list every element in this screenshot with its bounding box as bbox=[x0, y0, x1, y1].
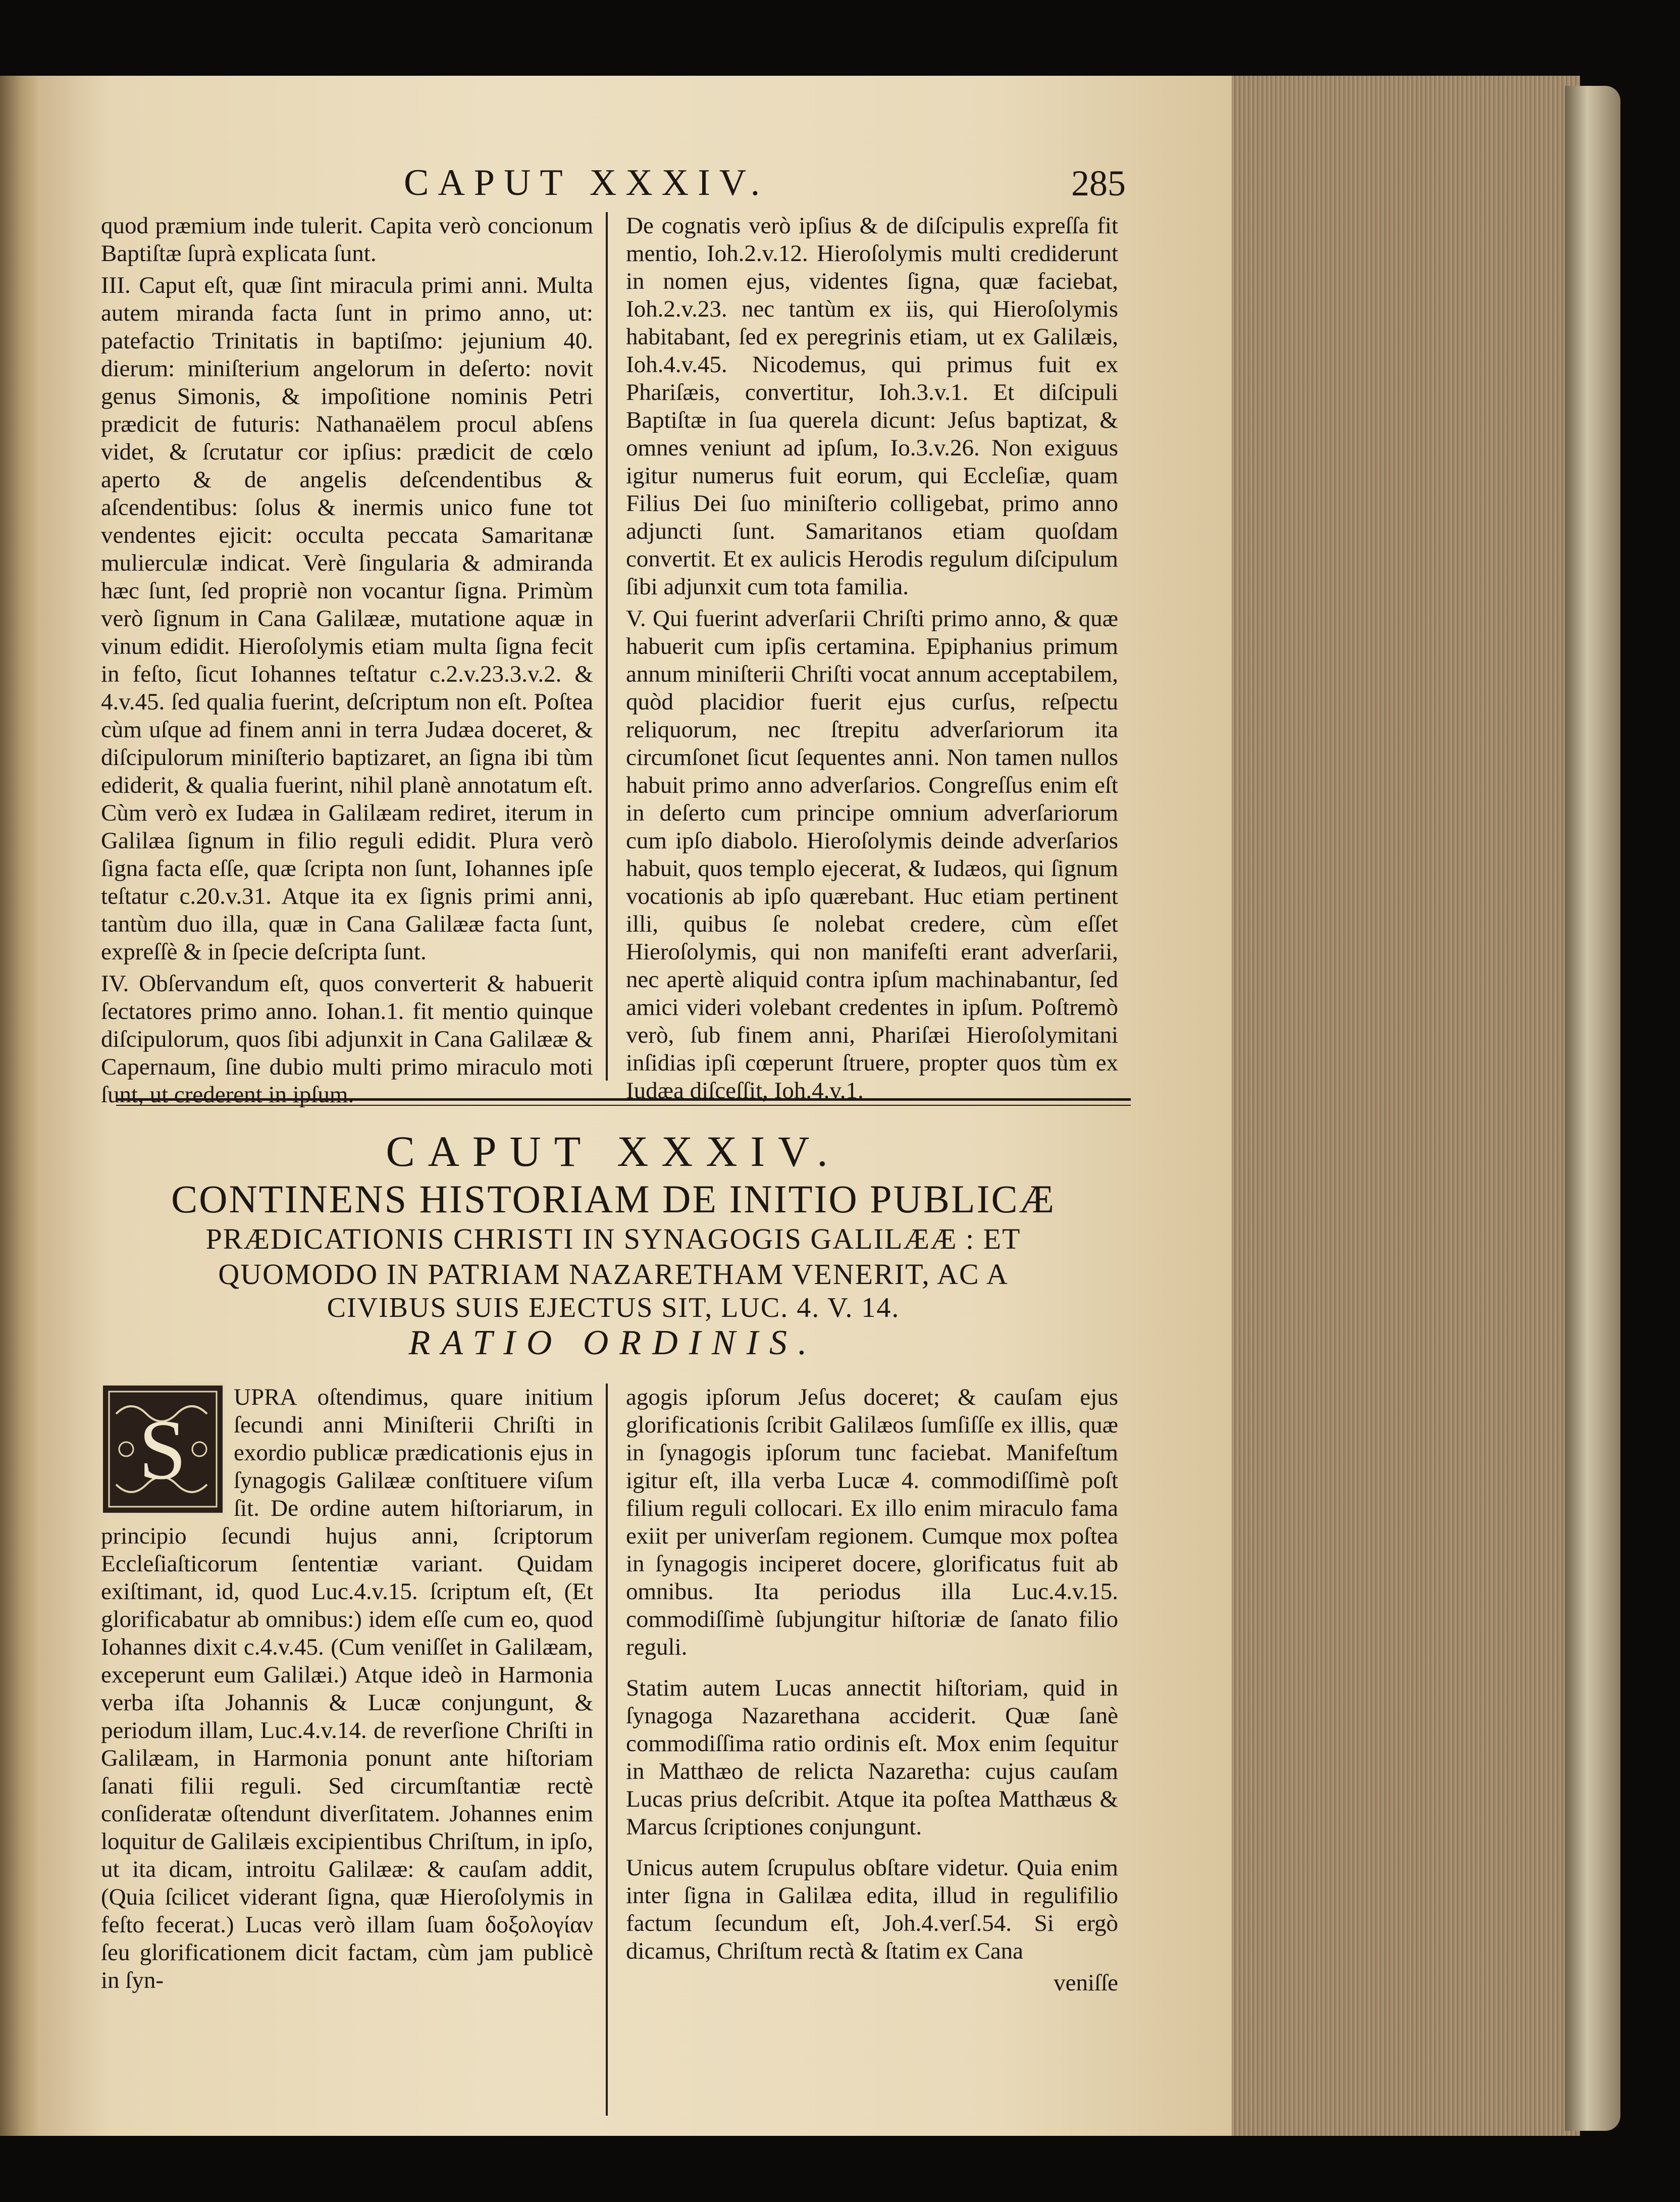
drop-cap-letter: S bbox=[138, 1402, 187, 1497]
book-fore-edge bbox=[1232, 76, 1580, 2136]
decorated-initial bbox=[101, 1384, 225, 1515]
chapter-subtitle: QUOMODO IN PATRIAM NAZARETHAM VENERIT, AC A bbox=[218, 1258, 1009, 1291]
column-divider bbox=[606, 212, 608, 1081]
paragraph: Unicus autem ſcrupulus obſtare videtur. Quia enim inter ſigna in Galilæa edita, illud in regulifilio factum ſecundum eſt, Joh.4.verſ.54. Si ergò dicamus, Chriſtum rectà & ſtatim ex Cana bbox=[626, 1855, 1118, 1964]
paragraph: III. Caput eſt, quæ ſint miracula primi anni. Multa autem miranda facta ſunt in primo anno, ut: patefactio Trinitatis in baptiſmo: jejunium 40. dierum: miniſterium angelorum in deſerto: novit genus Simonis, & impoſitione nominis Petri prædicit de futuris: Nathanaëlem procul abſens videt, & ſcrutatur cor ipſius: prædicit de cœlo aperto & de angelis deſcendentibus & aſcendentibus: ſolus & inermis unico fune tot vendentes ejicit: occulta peccata Samaritanæ mulierculæ indicat. Verè ſingularia & admiranda hæc ſunt, ſed propriè non vocantur ſigna. Primùm verò ſignum in Cana Galilææ, mutatione aquæ in vinum edidit. Hieroſolymis etiam multa ſigna fecit in feſto, ſicut Iohannes teſtatur c.2.v.23.3.v.2. & 4.v.45. ſed qualia fuerint, deſcriptum non eſt. Poſtea cùm uſque ad finem anni in terra Judæa doceret, & diſcipulorum miniſterio baptizaret, an ſigna ibi tùm ediderit, & qualia fuerint, nihil planè annotatum eſt. Cùm verò ex Iudæa in Galilæam rediret, iterum in Galilæa ſignum in filio reguli edidit. Plura verò ſigna facta eſſe, quæ ſcripta non ſunt, Iohannes ipſe teſtatur c.20.v.31. Atque ita ex ſignis primi anni, tantùm duo illa, quæ in Cana Galilææ facta ſunt, expreſſè & in ſpecie deſcripta ſunt. bbox=[101, 272, 593, 965]
paragraph: quod præmium inde tulerit. Capita verò concionum Baptiſtæ ſuprà explicata ſunt. bbox=[101, 213, 593, 267]
paragraph: agogis ipſorum Jeſus doceret; & cauſam ejus glorificationis ſcribit Galilæos ſumſiſſe ex illis, quæ in ſynagogis ipſorum tunc faciebat. Manifeſtum igitur eſt, illa verba Lucæ 4. commodiſſimè poſt filium reguli collocari. Ex illo enim miraculo fama exiit per univerſam regionem. Cumque mox poſtea in ſynagogis inciperet docere, glorificatus fuit ab omnibus. Ita periodus illa Luc.4.v.15. commodiſſimè ſubjungitur hiſtoriæ de ſanato filio reguli. bbox=[626, 1384, 1118, 1660]
paragraph: IV. Obſervandum eſt, quos converterit & habuerit ſectatores primo anno. Iohan.1. fit mentio quinque diſcipulorum, quos ſibi adjunxit in Cana Galilææ & Capernaum, ſine dubio multi primo miraculo moti ſunt, ut crederent in ipſum. bbox=[101, 970, 593, 1108]
running-head bbox=[101, 151, 1126, 207]
top-left-column bbox=[101, 212, 593, 1113]
paragraph: Statim autem Lucas annectit hiſtoriam, quid in ſynagoga Nazarethana acciderit. Quæ ſanè commodiſſima ratio ordinis eſt. Mox enim ſequitur in Matthæo de relicta Nazaretha: cujus cauſam Lucas prius deſcribit. Atque ita poſtea Matthæus & Marcus ſcriptiones conjungunt. bbox=[626, 1675, 1118, 1840]
page-content bbox=[101, 151, 1126, 2121]
column-divider bbox=[606, 1384, 608, 2116]
ornament-icon bbox=[101, 1384, 225, 1515]
chapter-subtitle: CIVIBUS SUIS EJECTUS SIT, LUC. 4. V. 14. bbox=[327, 1292, 900, 1323]
chapter-title: CAPUT XXXIV. bbox=[386, 1127, 841, 1175]
paragraph: V. Qui fuerint adverſarii Chriſti primo anno, & quæ habuerit cum ipſis certamina. Epiphanius primum annum miniſterii Chriſti vocat annum acceptabilem, quòd placidior fuerit ejus curſus, reſpectu reliquorum, nec ſtrepitu adverſariorum ita circumſonet ſicut ſequentes anni. Non tamen nullos habuit primo anno adverſarios. Congreſſus enim eſt in deſerto cum principe omnium adverſariorum cum ipſo diabolo. Hieroſolymis deinde adverſarios habuit, quos templo ejecerat, & Iudæos, qui ſignum vocationis ab ipſo quærebant. Huc etiam pertinent illi, quibus ſe nolebat credere, cùm eſſet Hieroſolymis, qui non manifeſti erant adverſarii, nec apertè aliquid contra ipſum machinabantur, ſed amici videri volebant credentes in ipſum. Poſtremò verò, ſub finem anni, Phariſæi Hieroſolymitani inſidias ipſi cœperunt ſtruere, propter quos tùm ex Iudæa diſceſſit, Ioh.4.v.1. bbox=[626, 605, 1118, 1104]
bottom-right-column bbox=[626, 1384, 1118, 2001]
paragraph: UPRA oſtendimus, quare initium ſecundi anni Miniſterii Chriſti in exordio publicæ prædicationis ejus in ſynagogis Galilææ conſtituere viſum ſit. De ordine autem hiſtoriarum, in principio ſecundi hujus anni, ſcriptorum Eccleſiaſticorum ſententiæ variant. Quidam exiſtimant, id, quod Luc.4.v.15. ſcriptum eſt, (Et glorificabatur ab omnibus:) idem eſſe cum eo, quod Iohannes dixit c.4.v.45. (Cum veniſſet in Galilæam, exceperunt eum Galilæi.) Atque ideò in Harmonia verba iſta Johannis & Lucæ conjungunt, & periodum illam, Luc.4.v.14. de reverſione Chriſti in Galilæam, in Harmonia ponunt ante hiſtoriam ſanati filii reguli. Sed circumſtantiæ rectè conſideratæ oſtendunt diverſitatem. Johannes enim loquitur de Galilæis excipientibus Chriſtum, in ipſo, ut ita dicam, introitu Galilææ: & cauſam addit, (Quia ſcilicet viderant ſigna, quæ Hieroſolymis in feſto fecerat.) Lucas verò illam ſuam δοξολογίαν ſeu glorificationem dicit factam, cùm jam publicè in ſyn- bbox=[101, 1384, 593, 1993]
chapter-subtitle: CONTINENS HISTORIAM DE INITIO PUBLICÆ bbox=[171, 1177, 1056, 1221]
book-cover-edge bbox=[1565, 86, 1620, 2131]
section-heading: RATIO ORDINIS. bbox=[408, 1323, 818, 1362]
facing-page-edge bbox=[0, 76, 38, 2136]
page-number: 285 bbox=[1071, 163, 1126, 203]
bottom-left-column bbox=[101, 1384, 593, 1999]
catchword: veniſſe bbox=[1054, 1970, 1118, 1996]
top-right-column bbox=[626, 212, 1118, 1109]
paragraph: De cognatis verò ipſius & de diſcipulis expreſſa fit mentio, Ioh.2.v.12. Hieroſolymis multi crediderunt in nomen ejus, videntes ſigna, quæ faciebat, Ioh.2.v.23. nec tantùm ex iis, qui Hieroſolymis habitabant, ſed ex peregrinis etiam, ut ex Galilæis, Ioh.4.v.45. Nicodemus, qui primus fuit ex Phariſæis, convertitur, Ioh.3.v.1. Et diſcipuli Baptiſtæ in ſua querela dicunt: Jeſus baptizat, & omnes veniunt ad ipſum, Io.3.v.26. Non exiguus igitur numerus fuit eorum, qui Eccleſiæ, quam Filius Dei ſuo miniſterio colligebat, primo anno adjuncti ſunt. Samaritanos etiam quoſdam convertit. Et ex aulicis Herodis regulum diſcipulum ſibi adjunxit cum tota familia. bbox=[626, 213, 1118, 600]
chapter-subtitle: PRÆDICATIONIS CHRISTI IN SYNAGOGIS GALILÆÆ : ET bbox=[205, 1222, 1021, 1255]
running-title: CAPUT XXXIV. bbox=[404, 162, 769, 203]
section-divider bbox=[116, 1098, 1131, 1106]
